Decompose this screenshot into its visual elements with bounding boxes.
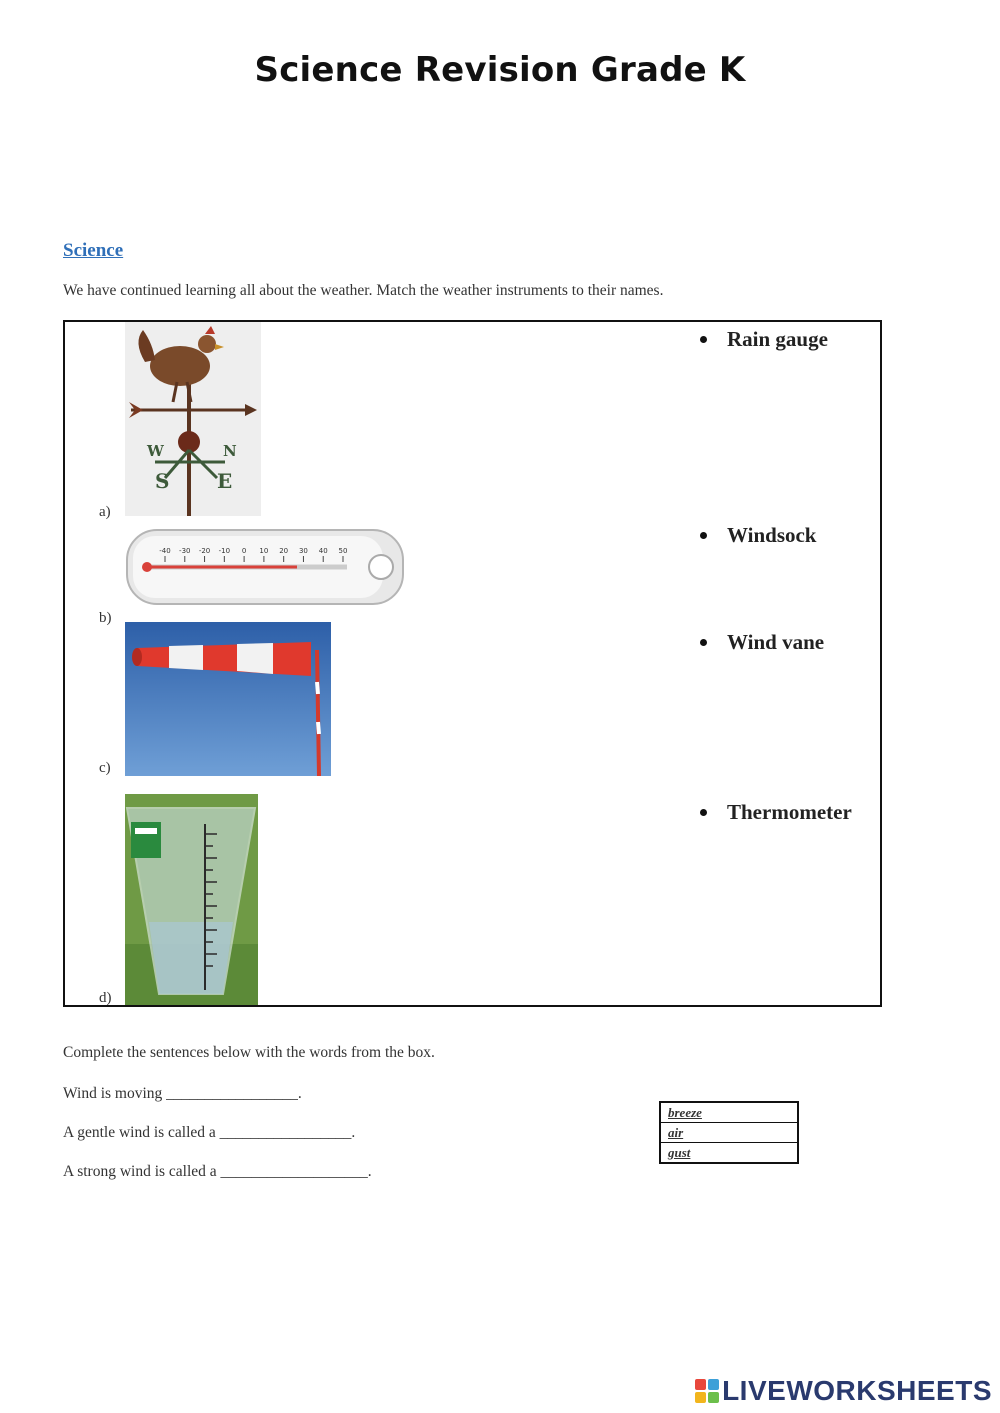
- thermometer-icon: [125, 526, 407, 608]
- brand-block: [708, 1392, 719, 1403]
- page-title: Science Revision Grade K: [254, 50, 746, 90]
- name-label: Wind vane: [727, 630, 825, 654]
- bullet-icon: [700, 336, 707, 343]
- thermometer-scale-label: -10: [218, 547, 231, 555]
- thermometer-scale-label: -40: [159, 547, 171, 555]
- sentence-1: Wind is moving _________________.: [63, 1085, 302, 1102]
- word-bank-item: air: [661, 1123, 797, 1143]
- wind-vane-image: [125, 322, 261, 516]
- item-letter-c: c): [99, 760, 111, 776]
- sentence-3: A strong wind is called a ___________________.: [63, 1163, 372, 1180]
- thermometer-scale-label: -30: [179, 547, 191, 555]
- name-label: Thermometer: [727, 800, 852, 824]
- item-letter-a: a): [99, 504, 111, 520]
- sentence-2: A gentle wind is called a _________________.: [63, 1124, 356, 1141]
- svg-text:N: N: [223, 442, 237, 460]
- thermometer-scale-label: 0: [241, 547, 247, 555]
- name-option-windsock: [700, 523, 817, 548]
- svg-text:W: W: [147, 442, 164, 460]
- completion-instructions: Complete the sentences below with the words from the box.: [63, 1044, 435, 1061]
- matching-instructions: We have continued learning all about the weather. Match the weather instruments to their names.: [63, 282, 664, 299]
- windsock-icon: [125, 622, 331, 776]
- wind-vane-icon: [125, 322, 261, 516]
- rain-gauge-icon: [125, 794, 258, 1005]
- thermometer-scale-label: 50: [338, 547, 348, 555]
- thermometer-image: [125, 526, 407, 608]
- word-bank-item: breeze: [661, 1103, 797, 1123]
- thermometer-scale-label: 10: [259, 547, 269, 555]
- svg-text:E: E: [217, 469, 233, 493]
- word-bank-item: gust: [668, 1145, 691, 1160]
- thermometer-scale-label: -20: [198, 547, 211, 555]
- bullet-icon: [700, 532, 707, 539]
- bullet-icon: [700, 809, 707, 816]
- thermometer-scale-label: 30: [298, 547, 308, 555]
- item-letter-d: d): [99, 990, 112, 1006]
- brand-block: [708, 1379, 719, 1390]
- thermometer-scale-label: 40: [318, 547, 328, 555]
- brand-logo: [695, 1375, 992, 1407]
- item-letter-b: b): [99, 610, 112, 626]
- word-bank: [659, 1101, 799, 1164]
- brand-block: [695, 1392, 706, 1403]
- rain-gauge-image: [125, 794, 258, 1005]
- windsock-image: [125, 622, 331, 776]
- name-label: Rain gauge: [727, 327, 828, 351]
- brand-block: [695, 1379, 706, 1390]
- matching-box: [63, 320, 882, 1007]
- section-heading: Science: [63, 240, 124, 261]
- brand-name: LIVEWORKSHEETS: [722, 1375, 992, 1406]
- svg-text:S: S: [155, 469, 170, 493]
- bullet-icon: [700, 639, 707, 646]
- name-option-wind-vane: [700, 630, 824, 655]
- name-label: Windsock: [727, 523, 817, 547]
- name-option-thermometer: [700, 800, 852, 825]
- thermometer-scale-label: 20: [279, 547, 289, 555]
- name-option-rain-gauge: [700, 327, 828, 352]
- brand-blocks-icon: [695, 1379, 719, 1403]
